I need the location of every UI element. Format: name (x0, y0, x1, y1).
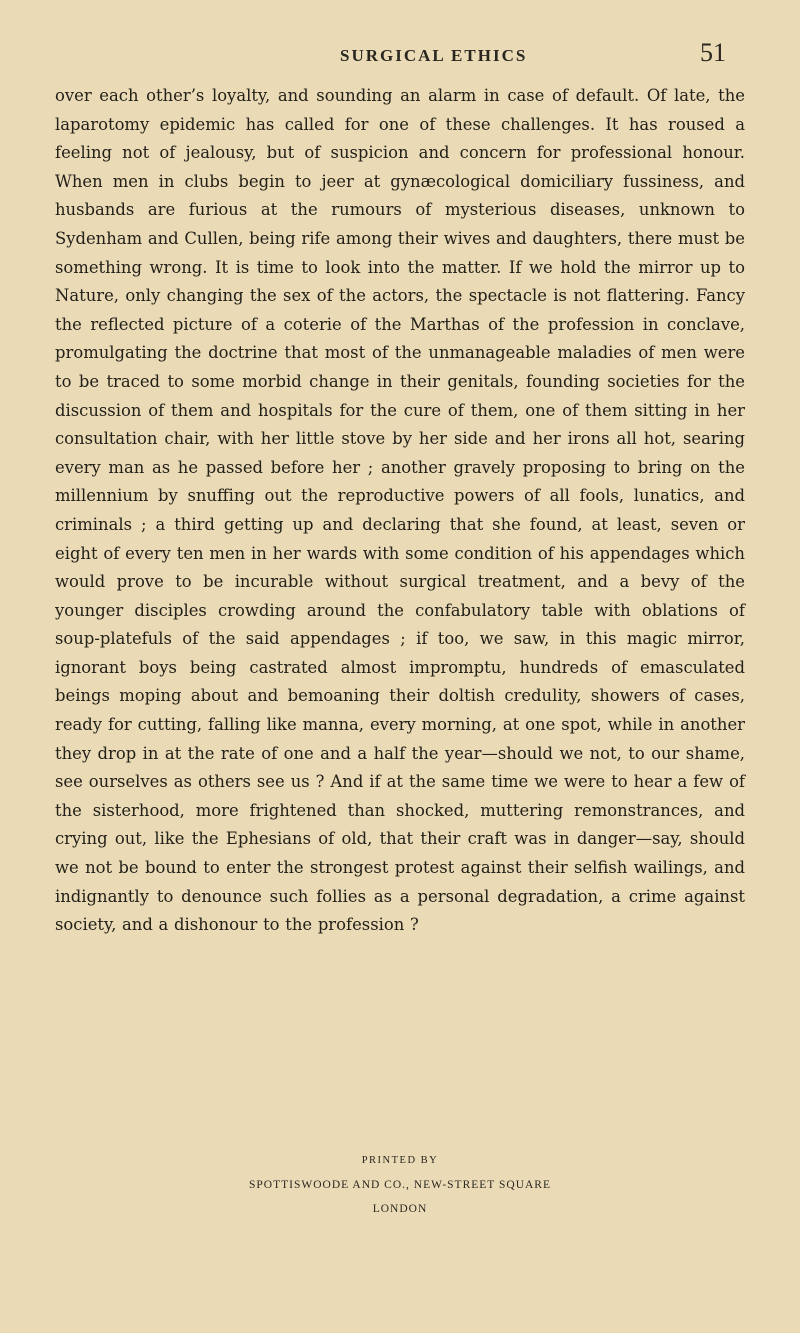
printer-city: LONDON (372, 1203, 428, 1215)
printer-label: PRINTED BY (361, 1155, 439, 1166)
body-text (55, 82, 745, 940)
running-title: SURGICAL ETHICS (340, 46, 528, 65)
page-number: 51 (700, 38, 726, 67)
printer-name: SPOTTISWOODE AND CO., NEW-STREET SQUARE (248, 1179, 551, 1191)
paragraph: over each other’s loyalty, and sounding an alarm in case of default. Of late, the laparotomy epidemic has called for one of these challenges. It has roused a feeling not of jealousy, but of suspicion and concern for professional honour. When men in clubs begin to jeer at gynæcological domiciliary fussiness, and husbands are furious at the rumours of mysterious diseases, unknown to Sydenham and Cullen, being rife among their wives and daughters, there must be something wrong. It is time to look into the matter. If we hold the mirror up to Nature, only changing the sex of the actors, the spectacle is not flattering. Fancy the reflected picture of a coterie of the Marthas of the profession in conclave, promulgating the doctrine that most of the unmanageable maladies of men were to be traced to some morbid change in their genitals, founding societies for the discussion of them and hospitals for the cure of them, one of them sitting in her consultation chair, with her little stove by her side and her irons all hot, searing every man as he passed before her ; another gravely proposing to bring on the millennium by snuffing out the reproductive powers of all fools, lunatics, and criminals ; a third getting up and declaring that she found, at least, seven or eight of every ten men in her wards with some condition of his appendages which would prove to be incurable without surgical treatment, and a bevy of the younger disciples crowding around the confabulatory table with oblations of soup-platefuls of the said appendages ; if too, we saw, in this magic mirror, ignorant boys being castrated almost impromptu, hundreds of emasculated beings moping about and bemoaning their doltish credulity, showers of cases, ready for cutting, falling like manna, every morning, at one spot, while in another they drop in at the rate of one and a half the year—should we not, to our shame, see ourselves as others see us ? And if at the same time we were to hear a few of the sisterhood, more frightened than shocked, muttering remonstrances, and crying out, like the Ephesians of old, that their craft was in danger—say, should we not be bound to enter the strongest protest against their selfish wailings, and indignantly to denounce such follies as a personal degradation, a crime against society, and a dishonour to the profession ? (55, 86, 745, 935)
